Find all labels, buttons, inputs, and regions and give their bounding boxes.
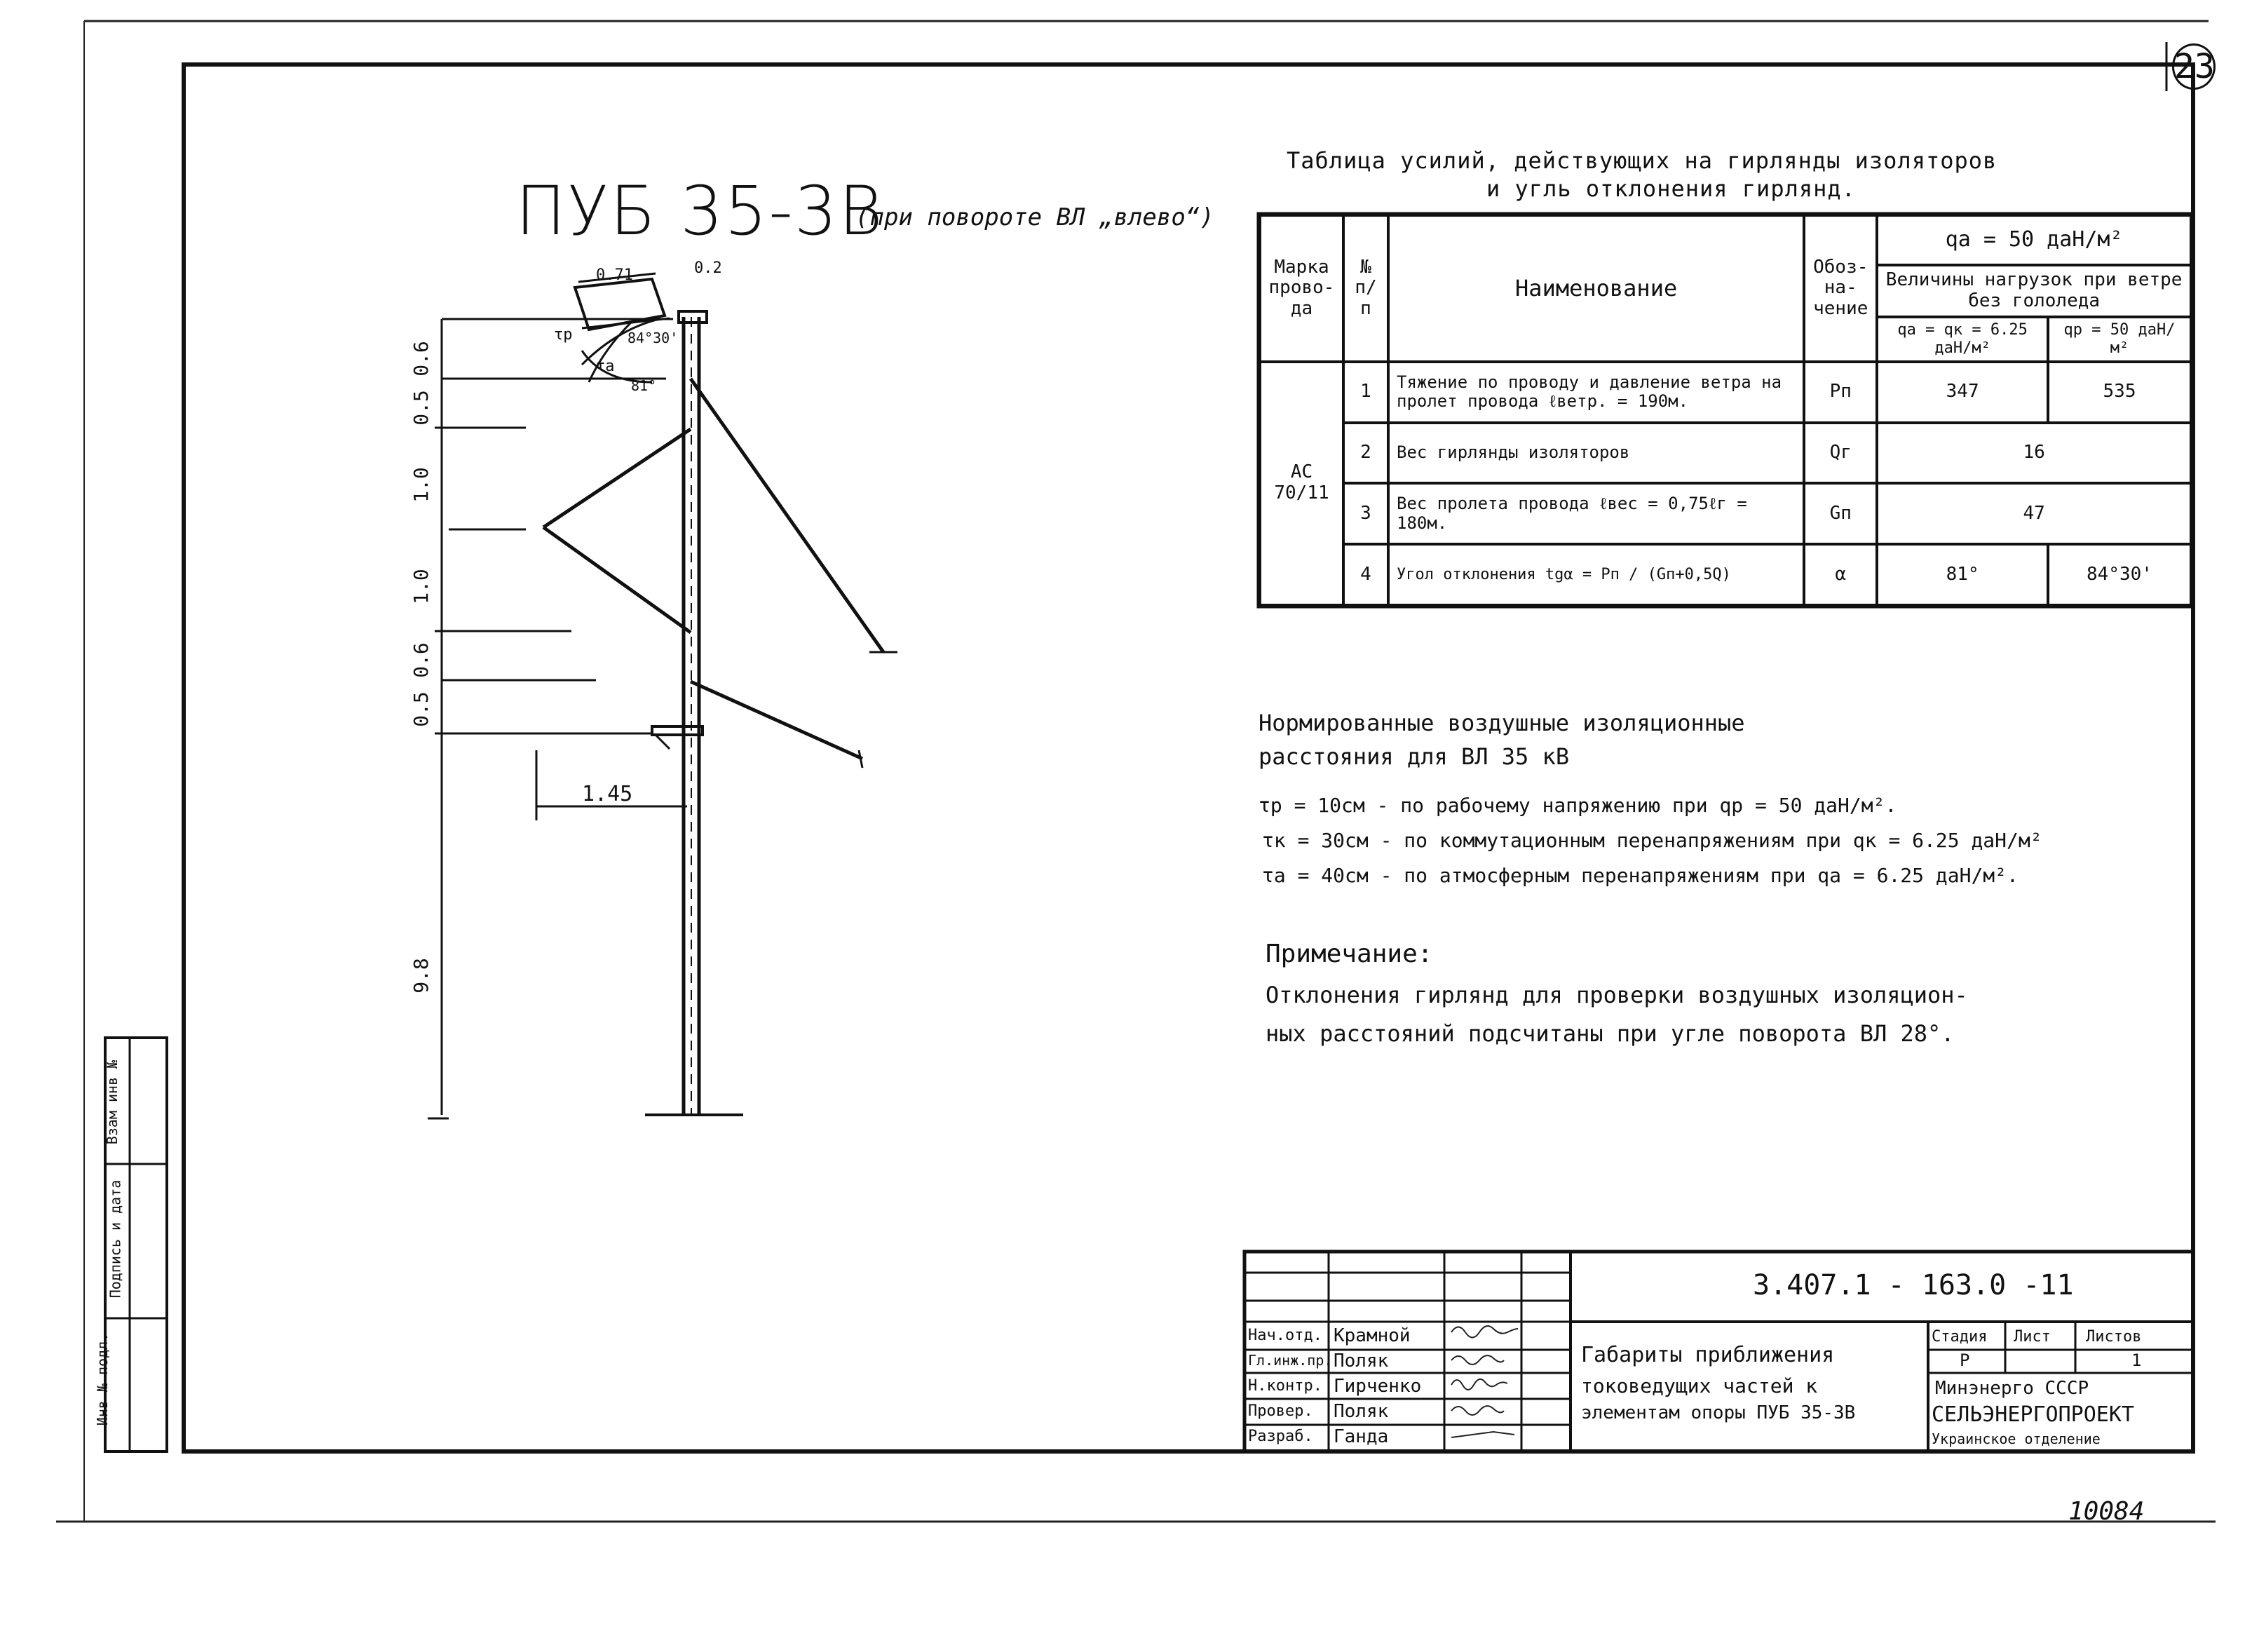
title-line: Габариты приближения [1581, 1343, 1835, 1367]
row-num: 1 [1360, 381, 1371, 402]
norm-line: τа = 40см - по атмосферным перенапряжениям при qа = 6.25 даН/м². [1262, 864, 2019, 887]
row-value: 347 [1946, 381, 1979, 402]
note-line: Отклонения гирлянд для проверки воздушных изоляцион- [1266, 982, 1968, 1008]
org-line: Украинское отделение [1932, 1430, 2101, 1447]
title-line: токоведущих частей к [1581, 1374, 1818, 1397]
dim-label: 84°30' [628, 330, 679, 346]
role: Провер. [1248, 1402, 1313, 1420]
drawing-title: ПУБ 35-3В [515, 172, 884, 250]
row-num: 4 [1360, 563, 1371, 585]
dim-label: 0.6 [409, 642, 433, 678]
org-line: СЕЛЬЭНЕРГОПРОЕКТ [1932, 1402, 2134, 1427]
name: Гирченко [1334, 1376, 1422, 1397]
side-stamp-label: Инв № подл. [94, 1332, 111, 1426]
row-symbol: Pп [1829, 381, 1852, 402]
row-value: 47 [2023, 502, 2045, 524]
side-stamp-label: Взам инв № [104, 1059, 121, 1145]
dim-label: 0.2 [694, 259, 722, 277]
col-header: qр = 50 даН/м² [2063, 321, 2176, 357]
role: Н.контр. [1248, 1377, 1322, 1395]
role: Гл.инж.пр. [1248, 1352, 1333, 1369]
note-line: ных расстояний подсчитаны при угле поворота ВЛ 28°. [1266, 1020, 1955, 1047]
stage-label: Стадия [1932, 1328, 1988, 1346]
row-num: 3 [1360, 502, 1371, 524]
col-header: Марка прово-да [1268, 256, 1335, 320]
row-name: Вес гирлянды изоляторов [1397, 442, 1630, 463]
title-line: элементам опоры ПУБ 35-3В [1581, 1402, 1856, 1423]
col-header: № п/п [1355, 256, 1377, 320]
col-header: Наименование [1515, 274, 1678, 302]
norms-title: Нормированные воздушные изоляционные [1259, 710, 1745, 736]
col-header: qа = qк = 6.25 даН/м² [1897, 321, 2028, 357]
role: Разраб. [1248, 1428, 1313, 1445]
row-symbol: Gп [1829, 502, 1852, 524]
row-value: 81° [1946, 563, 1979, 585]
row-name: Угол отклонения tgα = Pп / (Gп+0,5Q) [1397, 565, 1731, 583]
row-num: 2 [1360, 441, 1371, 463]
archive-number: 10084 [2068, 1497, 2145, 1526]
dim-label: τр [554, 326, 573, 344]
dim-label: 1.45 [582, 782, 633, 806]
dim-label: 1.0 [409, 569, 433, 604]
stage-value: Р [1960, 1350, 1970, 1370]
dim-label: 0.6 [409, 341, 433, 377]
col-header: Обоз-на-чение [1813, 256, 1868, 320]
norm-line: τр = 10см - по рабочему напряжению при qр = 50 даН/м². [1259, 794, 1897, 817]
row-name: Тяжение по проводу и давление ветра на пролет провода ℓветр. = 190м. [1397, 372, 1782, 412]
dim-label: 0.5 [409, 390, 433, 426]
role: Нач.отд. [1248, 1327, 1322, 1344]
name: Поляк [1334, 1350, 1389, 1372]
dim-label: 9.8 [409, 958, 433, 994]
org-line: Минэнерго СССР [1935, 1378, 2089, 1399]
wire-mark: АС 70/11 [1274, 461, 1329, 504]
name: Поляк [1334, 1401, 1389, 1422]
row-symbol: α [1835, 563, 1847, 585]
norm-line: τк = 30см - по коммутационным перенапряжениям при qк = 6.25 даН/м² [1262, 829, 2042, 852]
name: Ганда [1334, 1426, 1389, 1447]
pole-drawing [428, 273, 897, 1118]
col-header: qа = 50 даН/м² [1945, 227, 2123, 252]
name: Крамной [1334, 1325, 1411, 1346]
side-stamp-label: Подпись и дата [107, 1179, 124, 1299]
col-header: Величины нагрузок при ветре без гололеда [1885, 269, 2183, 312]
drawing-code: 3.407.1 - 163.0 -11 [1753, 1269, 2074, 1301]
dim-label: 0.71 [596, 266, 633, 284]
norms-title: расстояния для ВЛ 35 кВ [1259, 743, 1570, 770]
row-name: Вес пролета провода ℓвес = 0,75ℓг = 180м. [1397, 494, 1747, 533]
dim-label: τа [596, 358, 615, 375]
row-symbol: Qг [1829, 441, 1852, 463]
dim-label: 1.0 [409, 467, 433, 503]
note-title: Примечание: [1266, 940, 1433, 968]
table-title: Таблица усилий, действующих на гирлянды изоляторов [1287, 147, 1997, 174]
force-table [1259, 214, 2192, 607]
row-value: 16 [2023, 441, 2045, 463]
dim-label: 0.5 [409, 691, 433, 727]
sheet-number: 23 [2172, 43, 2216, 90]
row-value: 535 [2103, 381, 2136, 402]
sheet-label: Лист [2014, 1328, 2051, 1346]
dim-label: 81° [631, 377, 657, 394]
drawing-subtitle: (при повороте ВЛ „влево“) [855, 203, 1214, 231]
sheets-label: Листов [2086, 1328, 2142, 1346]
row-value: 84°30' [2087, 563, 2152, 585]
sheets-value: 1 [2131, 1350, 2142, 1370]
table-title: и угль отклонения гирлянд. [1486, 175, 1856, 202]
